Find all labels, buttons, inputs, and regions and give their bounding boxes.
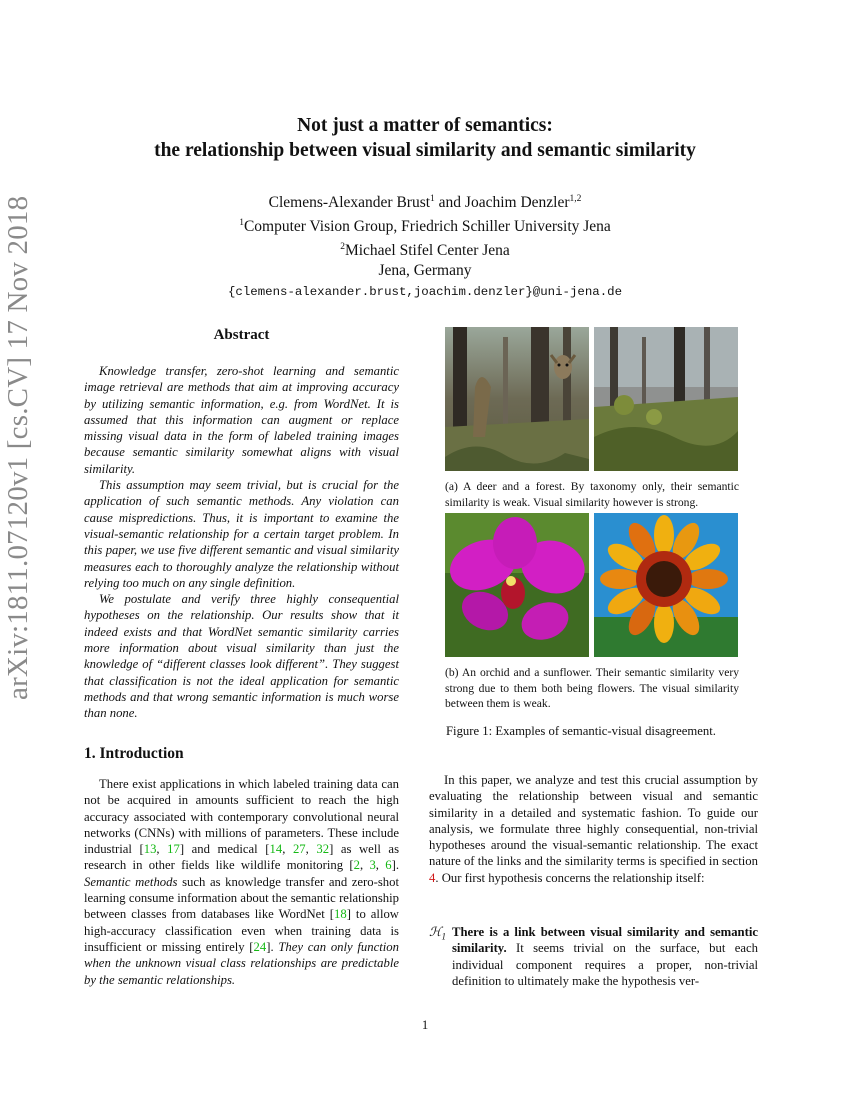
- location: Jena, Germany: [378, 262, 472, 279]
- citation-link[interactable]: 27: [292, 842, 306, 857]
- section-heading-introduction: 1. Introduction: [84, 745, 184, 762]
- email-address: {clemens-alexander.brust,joachim.denzler}@uni-jena.de: [227, 285, 623, 299]
- abstract-body: [84, 363, 399, 722]
- affiliation-1: $^1$Computer Vision Group, Friedrich Schiller University Jena: [239, 218, 611, 235]
- abstract-paragraph: We postulate and verify three highly consequential hypotheses on the relationship. Our results show that it indeed exists and that WordNet semantic similarity carries more information about visual similarity than just the knowledge of “different classes look different”. They suggest that classification is not the ideal application for semantic methods and that wrong semantic information is much worse than none.: [84, 592, 399, 721]
- affiliation-2: $^2$Michael Stifel Center Jena: [340, 242, 510, 259]
- sunflower-image: [594, 513, 738, 657]
- author-names: Clemens-Alexander Brust$^1$ and Joachim Denzler$^{1,2}$: [268, 194, 582, 211]
- orchid-image: [445, 513, 589, 657]
- citation-link[interactable]: 17: [167, 842, 180, 857]
- abstract-heading: Abstract: [213, 327, 270, 343]
- right-column-body: [429, 772, 758, 886]
- abstract-paragraph: This assumption may seem trivial, but is crucial for the application of such semantic methods. Any violation can cause mispredictions. Thus, it is important to examine the visual-semantic relationship for a certain target problem. In this paper, we use five different semantic and visual similarity measures each to thoroughly analyze the relationship without relying too much on any single definition.: [84, 478, 399, 590]
- figure-caption-b: (b) An orchid and a sunflower. Their semantic similarity very strong due to them both being flowers. The visual similarity between them is weak.: [445, 666, 739, 710]
- citation-link[interactable]: 18: [334, 907, 347, 922]
- hypothesis-text: There is a link between visual similarity and semantic similarity. It seems trivial on the surface, but each individual component requires a proper, non-trivial definition to ultimately make the hypothesis ver-: [452, 925, 758, 988]
- hypothesis-label: ℋ$_1$: [429, 925, 447, 942]
- introduction-paragraph: There exist applications in which labeled training data can not be acquired in amounts sufficient to reach the high accuracy associated with contemporary convolutional neural networks (CNNs) with millions of parameters. These include industrial [13, 17] and medical [14, 27, 32] as well as research in other fields like wildlife monitoring [2, 3, 6]. Semantic methods such as knowledge transfer and zero-shot learning consume information about the semantic relationship between classes from databases like WordNet [18] to allow high-accuracy classification even when training data is insufficient or missing entirely [24]. They can only function when the unknown visual class relationships are predictable by the semantic relationships.: [84, 777, 400, 987]
- citation-link[interactable]: 24: [253, 939, 267, 954]
- citation-link[interactable]: 14: [269, 842, 283, 857]
- paper-title: [80, 113, 770, 163]
- abstract-paragraph: Knowledge transfer, zero-shot learning and semantic image retrieval are methods that aim at improving accuracy by utilizing semantic information, e.g. from WordNet. It is assumed that this information can augment or replace missing visual data in the form of labeled training images because semantic similarity somewhat aligns with visual similarity.: [84, 364, 399, 476]
- title-line-1: Not just a matter of semantics:: [297, 115, 553, 136]
- title-line-2: the relationship between visual similarity and semantic similarity: [154, 140, 696, 161]
- citation-link[interactable]: 3: [369, 858, 376, 873]
- figure-caption: Figure 1: Examples of semantic-visual disagreement.: [446, 724, 716, 738]
- body-paragraph: In this paper, we analyze and test this crucial assumption by evaluating the relationship between visual and semantic similarity in a detailed and systematic fashion. To guide our analysis, we formulate three highly consequential, non-trivial hypotheses around the visual-semantic relationship. The exact nature of the links and the similarity terms is specified in section 4. Our first hypothesis concerns the relationship itself:: [429, 773, 758, 885]
- forest-image: [594, 327, 738, 471]
- arxiv-stamp: arXiv:1811.07120v1 [cs.CV] 17 Nov 2018: [2, 195, 34, 700]
- deer-image: [445, 327, 589, 471]
- figure-caption-a: (a) A deer and a forest. By taxonomy only, their semantic similarity is weak. Visual similarity however is strong.: [445, 480, 739, 509]
- introduction-body: [84, 776, 399, 988]
- citation-link[interactable]: 13: [143, 842, 157, 857]
- citation-link[interactable]: 6: [385, 858, 392, 873]
- citation-link[interactable]: 32: [316, 842, 330, 857]
- section-link[interactable]: 4: [429, 870, 436, 885]
- author-block: [80, 189, 770, 302]
- citation-link[interactable]: 2: [353, 858, 360, 873]
- page-number: 1: [421, 1018, 429, 1032]
